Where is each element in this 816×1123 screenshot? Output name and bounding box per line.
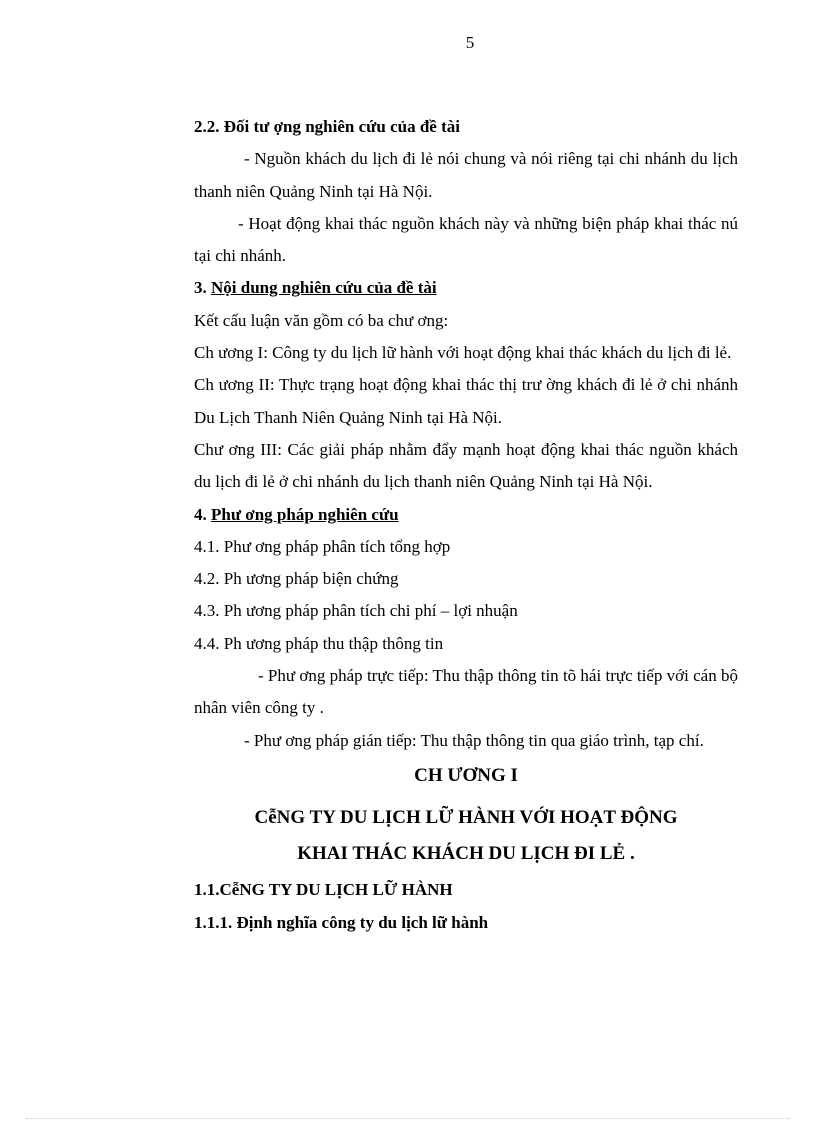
page-number: 5 (465, 33, 475, 52)
chapter-summary-3: Chư ơng III: Các giải pháp nhằm đẩy mạnh hoạt động khai thác nguồn khách du lịch đi lẻ ở chi nhánh du lịch thanh niên Quảng Ninh tại Hà Nội. (194, 439, 738, 492)
chapter-summary-1: Ch ương I: Công ty du lịch lữ hành với hoạt động khai thác khách du lịch đi lẻ. (194, 343, 732, 363)
subsection-1-1-1-heading: 1.1.1. Định nghĩa công ty du lịch lữ hành (194, 912, 489, 932)
page-bottom-divider (26, 1118, 790, 1119)
section-4-heading (194, 499, 738, 531)
section-3-number: 3. (194, 278, 207, 298)
chapter-label: CH ƯƠNG I (414, 764, 518, 786)
method-4-1: 4.1. Phư ơng pháp phân tích tổng hợp (194, 536, 451, 556)
method-4-2: 4.2. Ph ương pháp biện chứng (194, 569, 399, 589)
section-3-title: Nội dung nghiên cứu của đề tài (211, 278, 437, 298)
section-3-heading (194, 272, 738, 304)
chapter-title-line-2: KHAI THÁC KHÁCH DU LỊCH ĐI LẺ . (297, 842, 635, 864)
method-4-3: 4.3. Ph ương pháp phân tích chi phí – lợi nhuận (194, 601, 518, 621)
chapter-summary-2: Ch ương II: Thực trạng hoạt động khai thác thị trư ờng khách đi lẻ ở chi nhánh Du Lịch Thanh Niên Quảng Ninh tại Hà Nội. (194, 375, 738, 427)
section-2-2-item-1: - Nguồn khách du lịch đi lẻ nói chung và nói riêng tại chi nhánh du lịch thanh niên Quảng Ninh tại Hà Nội. (194, 149, 738, 201)
section-3-intro: Kết cấu luận văn gồm có ba chư ơng: (194, 310, 449, 330)
document-body (194, 111, 738, 939)
section-4-title: Phư ơng pháp nghiên cứu (211, 504, 399, 524)
section-4-number: 4. (194, 504, 207, 524)
method-detail-direct: - Phư ơng pháp trực tiếp: Thu thập thông tin tõ hái trực tiếp với cán bộ nhân viên công ty . (194, 666, 738, 718)
section-2-2-heading: 2.2. Đối tư ợng nghiên cứu của đề tài (194, 117, 460, 136)
method-detail-indirect: - Phư ơng pháp gián tiếp: Thu thập thông tin qua giáo trình, tạp chí. (244, 730, 704, 750)
method-4-4: 4.4. Ph ương pháp thu thập thông tin (194, 633, 444, 653)
chapter-title-line-1: CễNG TY DU LỊCH LỮ HÀNH VỚI HOẠT ĐỘNG (254, 806, 678, 828)
subsection-1-1-heading: 1.1.CễNG TY DU LỊCH LỮ HÀNH (194, 879, 453, 899)
section-2-2-item-2: - Hoạt động khai thác nguồn khách này và những biện pháp khai thác nú tại chi nhánh. (194, 213, 738, 266)
